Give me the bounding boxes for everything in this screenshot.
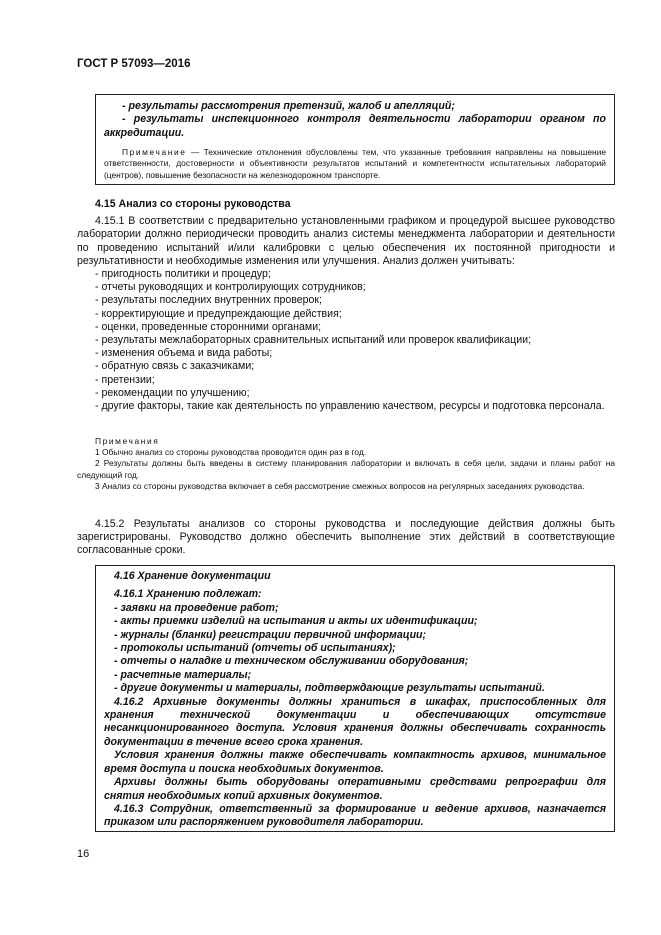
note-2: 2 Результаты должны быть введены в систему планирования лаборатории и включать в себя цели, задачи и планы работ на следующий год. — [77, 458, 615, 480]
list-item: - отчеты руководящих и контролирующих сотрудников; — [95, 281, 366, 294]
section-4-16-1-title: 4.16.1 Хранению подлежат: — [114, 588, 262, 601]
document-header: ГОСТ Р 57093—2016 — [77, 58, 191, 70]
note-3: 3 Анализ со стороны руководства включает в себя рассмотрение смежных вопросов на регулярных заседаниях руководства. — [95, 480, 585, 491]
box1-bullet-2: - результаты инспекционного контроля деятельности лаборатории органом по аккредитации. — [104, 113, 606, 139]
box1-note-text: — Технические отклонения обусловлены тем, что указанные требования направлены на повышение ответственности, достоверности и объективности результатов испытаний и компетентности испытательных лабораторий (центров), повышение безопасности на железнодорожном транспорте. — [104, 147, 606, 180]
box1-bullet-1: - результаты рассмотрения претензий, жалоб и апелляций; — [122, 100, 455, 112]
list-item: - другие документы и материалы, подтверждающие результаты испытаний. — [114, 682, 545, 695]
section-4-15-list — [77, 268, 615, 413]
section-4-16-2-para2: Условия хранения должны также обеспечивать компактность архивов, минимальное время доступа и поиска необходимых документов. — [104, 749, 606, 775]
note-1: 1 Обычно анализ со стороны руководства проводится один раз в год. — [95, 447, 367, 458]
section-4-15-title: 4.15 Анализ со стороны руководства — [95, 198, 291, 210]
list-item: - претензии; — [95, 373, 155, 386]
section-4-15-notes — [77, 436, 615, 492]
section-4-15 — [77, 198, 615, 413]
list-item: - акты приемки изделий на испытания и акты их идентификации; — [114, 615, 478, 628]
section-4-15-para1: 4.15.1 В соответствии с предварительно установленными графиком и процедурой высшее руководство лаборатории должно периодически проводить анализ системы менеджмента лаборатории и деятельности по проведению испытаний и/или калибровки с целью обеспечения их постоянной пригодности и результативности и необходимые изменения или улучшения. Анализ должен учитывать: — [77, 215, 615, 267]
page-number: 16 — [77, 848, 90, 860]
list-item: - отчеты о наладке и техническом обслуживании оборудования; — [114, 655, 469, 668]
box-amendment-top — [95, 94, 615, 185]
list-item: - результаты межлабораторных сравнительных испытаний или проверок квалификации; — [95, 334, 532, 347]
notes-label: Примечания — [95, 436, 160, 446]
list-item: - пригодность политики и процедур; — [95, 268, 271, 281]
section-4-16-2-para: 4.16.2 Архивные документы должны храниться в шкафах, приспособленных для хранения технической документации и обеспечивающих отсутствие несанкционированного доступа. Условия хранения должны обеспечивать сохранность документации в течение всего срока хранения. — [104, 695, 606, 748]
list-item: - заявки на проведение работ; — [114, 601, 279, 614]
list-item: - изменения объема и вида работы; — [95, 347, 273, 360]
box-section-4-16 — [95, 565, 615, 832]
section-4-15-para2: 4.15.2 Результаты анализов со стороны руководства и последующие действия должны быть зарегистрированы. Руководство должно обеспечить выполнение этих действий в соответствующие согласованные сроки. — [77, 518, 615, 557]
section-4-16-title: 4.16 Хранение документации — [114, 570, 271, 582]
list-item: - результаты последних внутренних проверок; — [95, 294, 323, 307]
list-item: - обратную связь с заказчиками; — [95, 360, 255, 373]
section-4-16-3-para: 4.16.3 Сотрудник, ответственный за формирование и ведение архивов, назначается приказом или распоряжением руководителя лаборатории. — [104, 802, 606, 829]
section-4-16-2-para3: Архивы должны быть оборудованы оперативными средствами репрографии для снятия необходимых копий архивных документов. — [104, 776, 606, 802]
list-item: - протоколы испытаний (отчеты об испытаниях); — [114, 642, 396, 655]
list-item: - расчетные материалы; — [114, 668, 252, 681]
list-item: - оценки, проведенные сторонними органами; — [95, 320, 322, 333]
box1-note-label: Примечание — [122, 147, 187, 158]
list-item: - другие факторы, такие как деятельность по управлению качеством, ресурсы и подготовка персонала. — [95, 400, 605, 413]
section-4-15-2 — [77, 518, 615, 558]
list-item: - журналы (бланки) регистрации первичной информации; — [114, 628, 427, 641]
box1-note — [104, 147, 606, 181]
list-item: - корректирующие и предупреждающие действия; — [95, 307, 342, 320]
list-item: - рекомендации по улучшению; — [95, 386, 250, 399]
